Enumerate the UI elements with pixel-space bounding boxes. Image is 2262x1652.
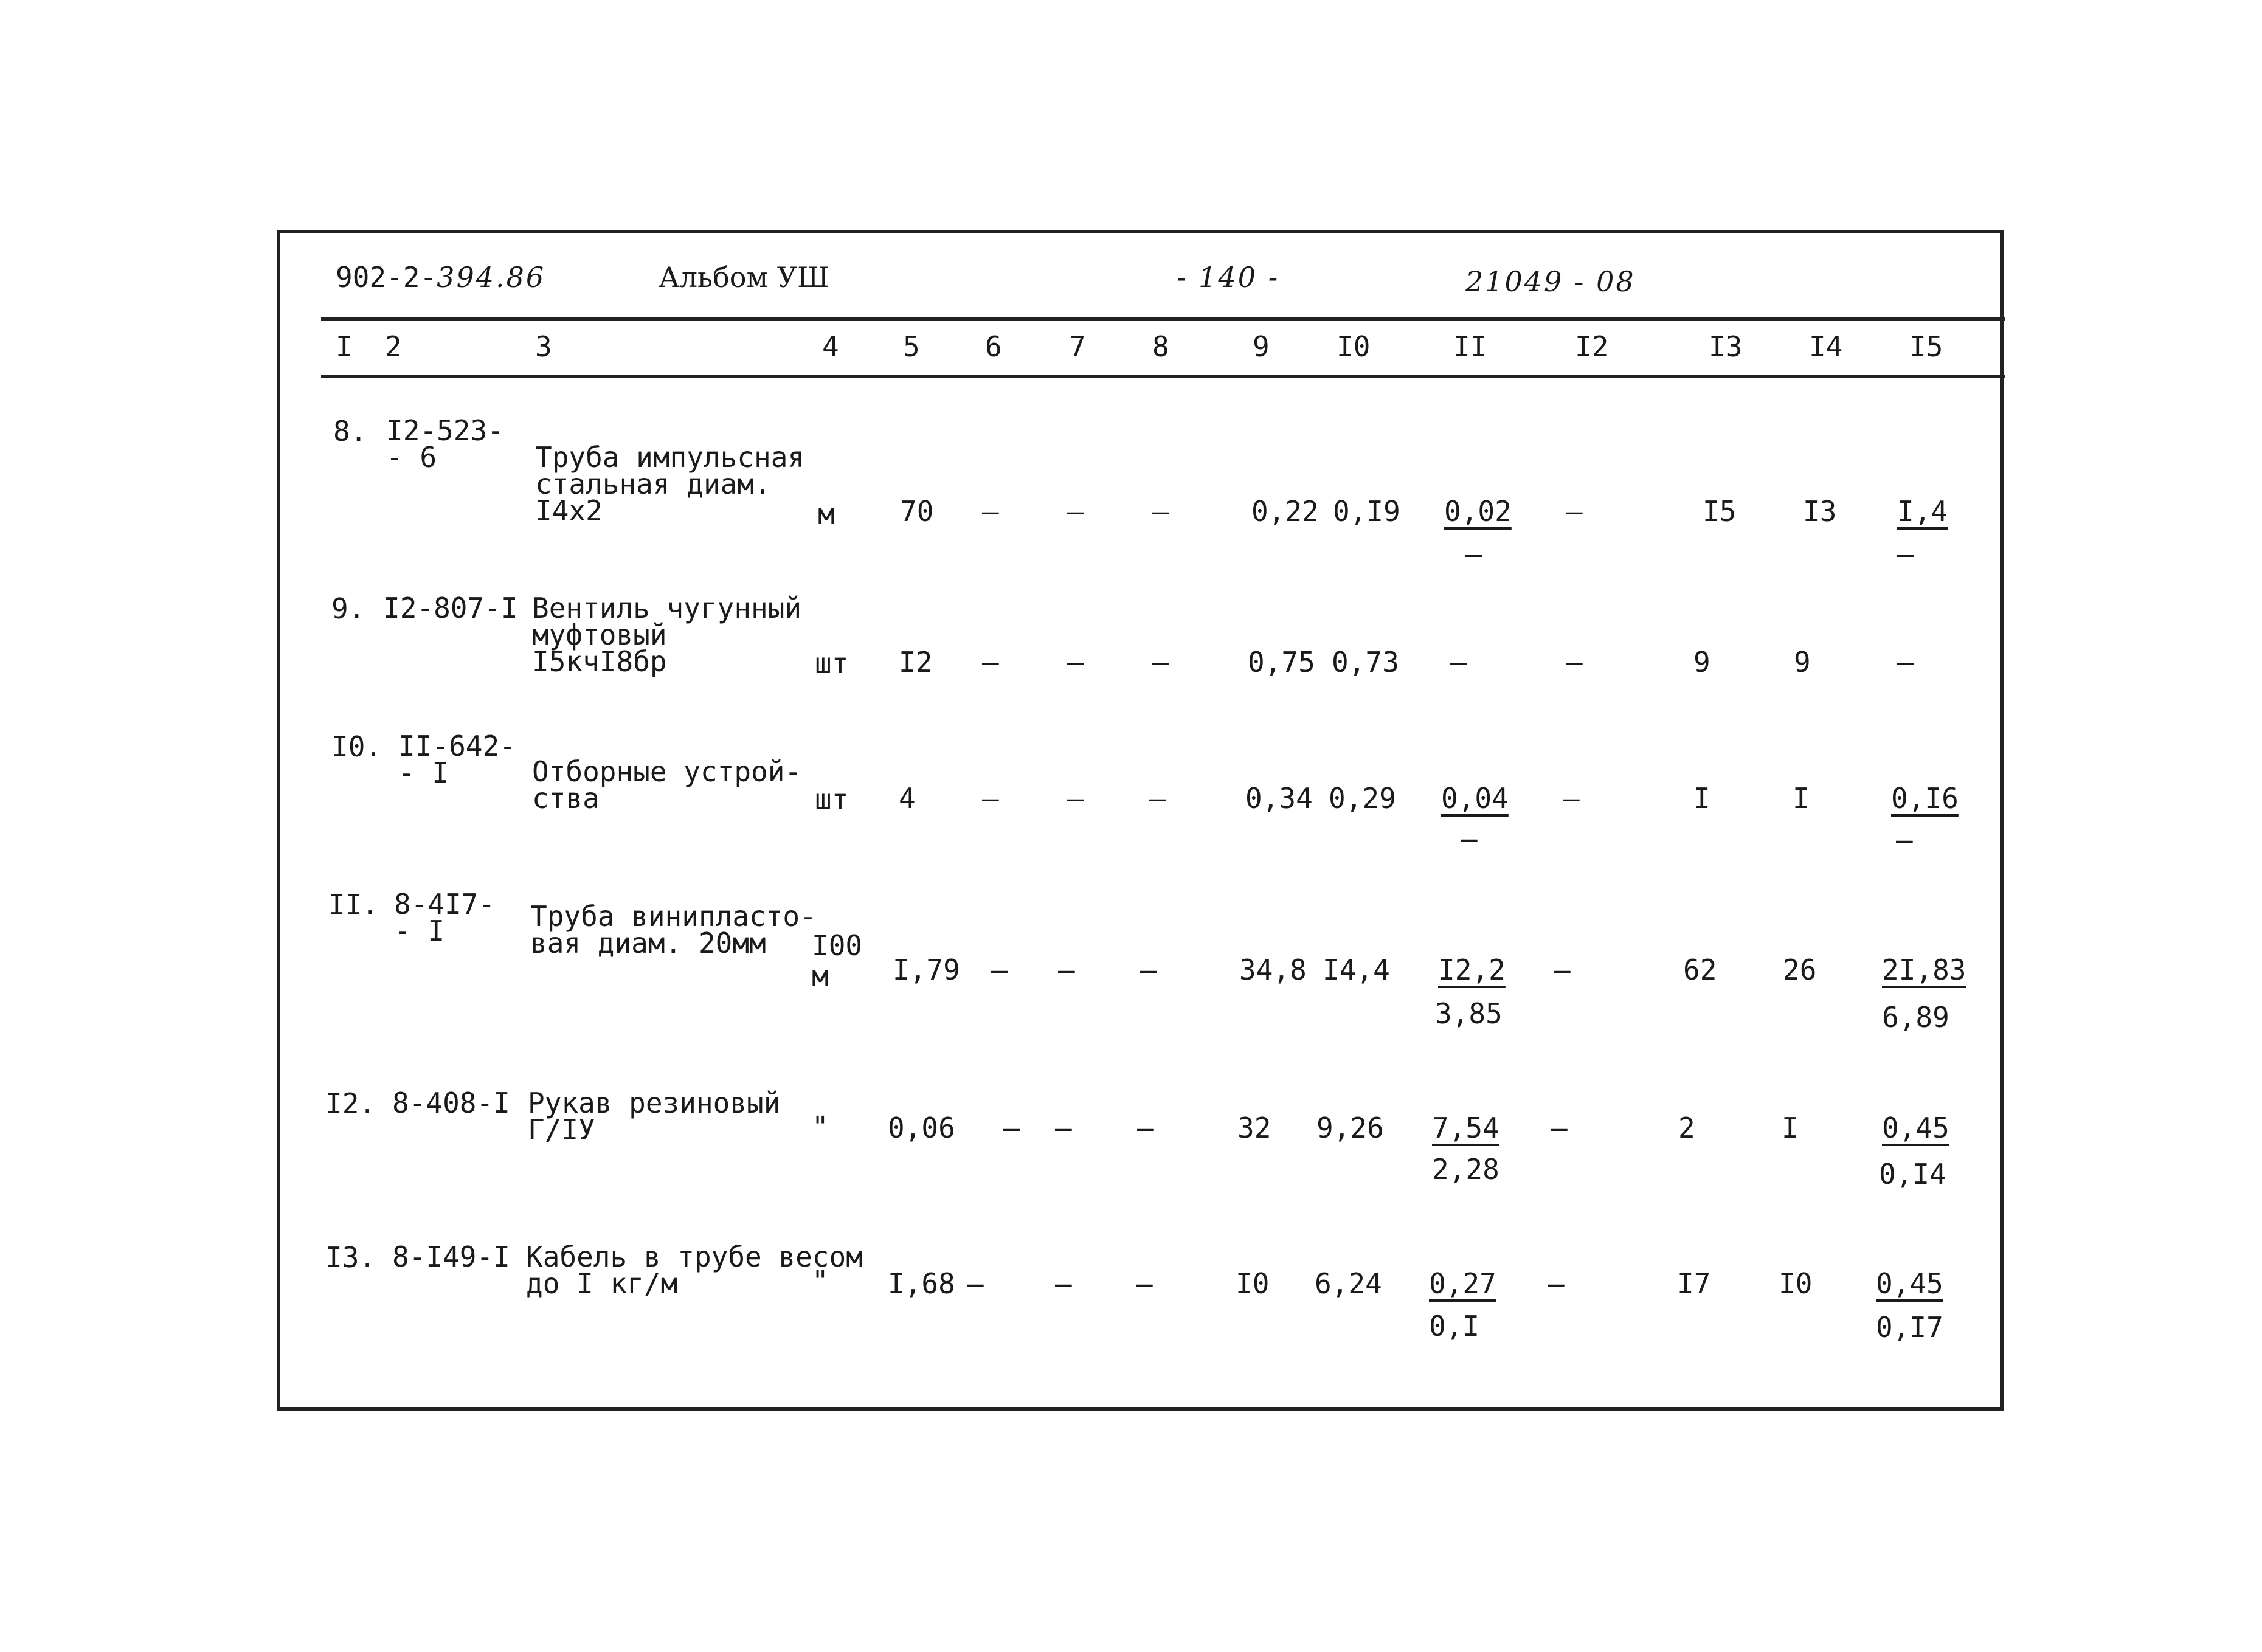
row-name-line: I5кчI8бр [532, 645, 667, 678]
row-quantity: I,68 [888, 1267, 955, 1300]
row-name-line: вая диам. 20мм [530, 927, 766, 959]
column-header: I2 [1575, 330, 1609, 363]
column-header: I5 [1909, 330, 1943, 363]
column-header: 8 [1152, 330, 1169, 363]
row-number: 8. [333, 415, 367, 448]
row-col6: – [982, 646, 999, 679]
row-col6: – [982, 782, 999, 815]
row-unit: шт [815, 647, 849, 680]
row-number: I0. [331, 730, 382, 763]
row-col7: – [1055, 1111, 1072, 1144]
row-code-line: - 6 [386, 441, 437, 474]
document-code-printed: 902-2- [336, 261, 437, 294]
row-name-line: Рукав резиновый [528, 1087, 781, 1119]
row-col15-bottom: – [1896, 823, 1913, 856]
column-header: I4 [1809, 330, 1843, 363]
row-col8: – [1152, 495, 1169, 528]
row-col15-bottom: 0,I7 [1876, 1311, 1943, 1344]
row-col11-top: 0,02 [1444, 495, 1512, 528]
row-col10: 0,29 [1329, 782, 1396, 815]
row-col9: 0,22 [1251, 495, 1319, 528]
row-code-line: 8-4I7- [394, 888, 496, 921]
row-col12: – [1566, 495, 1583, 528]
row-col15-bottom: 0,I4 [1879, 1158, 1946, 1191]
row-col10: 0,73 [1332, 646, 1399, 679]
row-col14: 9 [1794, 646, 1811, 679]
row-col11-top: I2,2 [1438, 953, 1506, 986]
row-col13: 9 [1693, 646, 1710, 679]
row-col9: 0,34 [1245, 782, 1313, 815]
row-name-line: Отборные устрой- [532, 755, 802, 788]
row-name-line: Труба импульсная [535, 441, 805, 474]
row-col14: 26 [1783, 953, 1817, 986]
row-code-line: II-642- [398, 730, 516, 762]
row-col15-top: 0,I6 [1891, 782, 1959, 815]
row-col12: – [1548, 1267, 1565, 1300]
column-header: II [1453, 330, 1487, 363]
row-col11-top: 7,54 [1432, 1111, 1499, 1144]
row-col13: I [1693, 782, 1710, 815]
row-col6: – [982, 495, 999, 528]
row-number: 9. [331, 592, 365, 625]
row-name-line: стальная диам. [535, 468, 771, 500]
row-name-line: Труба винипласто- [530, 900, 817, 933]
row-code-line: I2-807-I [383, 592, 518, 624]
document-code [336, 261, 546, 294]
row-col11-bottom: – [1465, 537, 1482, 570]
row-unit: " [812, 1265, 829, 1298]
row-unit: шт [815, 783, 849, 816]
row-col15-top: – [1897, 646, 1914, 679]
row-code-line: - I [398, 756, 449, 789]
column-header: 6 [985, 330, 1002, 363]
row-quantity: I,79 [893, 953, 960, 986]
document-code-handwritten: 394.86 [437, 261, 546, 294]
row-col11-top: 0,04 [1441, 782, 1509, 815]
row-number: I3. [325, 1241, 376, 1274]
row-col14: I0 [1779, 1267, 1813, 1300]
row-col8: – [1149, 782, 1166, 815]
row-col7: – [1058, 953, 1075, 986]
row-col12: – [1563, 782, 1580, 815]
row-col7: – [1067, 646, 1084, 679]
row-col14: I [1782, 1111, 1799, 1144]
row-col7: – [1055, 1267, 1072, 1300]
row-col15-bottom: 6,89 [1882, 1001, 1949, 1034]
row-col8: – [1137, 1111, 1154, 1144]
row-col7: – [1067, 495, 1084, 528]
row-col11-bottom: 0,I [1429, 1310, 1480, 1343]
row-col13: I7 [1677, 1267, 1711, 1300]
column-header: 3 [535, 330, 552, 363]
row-name-line: ства [532, 782, 600, 815]
row-col13: 62 [1683, 953, 1717, 986]
row-name-line: до I кг/м [526, 1267, 678, 1300]
album-title: Альбом УШ [659, 261, 829, 294]
row-quantity: I2 [899, 646, 933, 679]
row-col15-bottom: – [1897, 537, 1914, 570]
row-col6: – [991, 953, 1008, 986]
row-quantity: 70 [900, 495, 934, 528]
column-header: 9 [1253, 330, 1270, 363]
row-code-line: - I [394, 914, 445, 947]
row-col13: 2 [1678, 1111, 1695, 1144]
row-col9: I0 [1236, 1267, 1270, 1300]
header-rule-top [321, 317, 2005, 321]
row-unit: I00 м [812, 929, 863, 992]
row-code-line: 8-I49-I [392, 1240, 510, 1273]
row-col10: 9,26 [1316, 1111, 1384, 1144]
row-col6: – [1003, 1111, 1020, 1144]
row-col7: – [1067, 782, 1084, 815]
row-col11-top: – [1450, 646, 1467, 679]
row-col15-top: 2I,83 [1882, 953, 1966, 986]
row-col10: 6,24 [1315, 1267, 1382, 1300]
header-rule-bottom [321, 375, 2005, 378]
row-quantity: 0,06 [888, 1111, 955, 1144]
page-number: - 140 - [1177, 261, 1280, 294]
row-code-line: 8-408-I [392, 1087, 510, 1119]
column-header: I3 [1709, 330, 1743, 363]
row-col9: 34,8 [1239, 953, 1307, 986]
row-col12: – [1554, 953, 1571, 986]
row-col9: 0,75 [1248, 646, 1315, 679]
column-header: I [336, 330, 353, 363]
row-col8: – [1136, 1267, 1153, 1300]
row-unit: м [818, 497, 835, 530]
row-name-line: Кабель в трубе весом [526, 1240, 863, 1273]
row-name-line: муфтовый [532, 618, 667, 651]
row-number: I2. [325, 1087, 376, 1120]
row-name-line: Г/IУ [528, 1113, 595, 1146]
row-col12: – [1551, 1111, 1568, 1144]
column-header: I0 [1337, 330, 1371, 363]
row-col15-top: 0,45 [1876, 1267, 1943, 1300]
column-header: 5 [903, 330, 920, 363]
row-col14: I [1793, 782, 1810, 815]
row-col12: – [1566, 646, 1583, 679]
table-frame [277, 230, 2004, 1411]
column-header: 2 [385, 330, 402, 363]
column-header: 7 [1069, 330, 1086, 363]
row-col11-bottom: – [1461, 822, 1478, 855]
column-header: 4 [822, 330, 839, 363]
row-number: II. [328, 888, 379, 921]
row-code-line: I2-523- [386, 414, 504, 447]
row-col8: – [1152, 646, 1169, 679]
row-col15-top: 0,45 [1882, 1111, 1949, 1144]
row-col8: – [1140, 953, 1157, 986]
row-col13: I5 [1703, 495, 1737, 528]
row-quantity: 4 [899, 782, 916, 815]
row-name-line: Вентиль чугунный [532, 592, 802, 624]
row-col10: 0,I9 [1333, 495, 1400, 528]
row-col6: – [967, 1267, 984, 1300]
row-unit: " [812, 1110, 829, 1143]
row-col11-bottom: 3,85 [1435, 997, 1503, 1030]
row-col14: I3 [1803, 495, 1837, 528]
row-col15-top: I,4 [1897, 495, 1948, 528]
row-col9: 32 [1237, 1111, 1271, 1144]
row-name-line: I4x2 [535, 494, 603, 527]
row-col11-bottom: 2,28 [1432, 1153, 1499, 1186]
row-col10: I4,4 [1323, 953, 1390, 986]
register-number: 21049 - 08 [1465, 265, 1636, 298]
row-col11-top: 0,27 [1429, 1267, 1496, 1300]
